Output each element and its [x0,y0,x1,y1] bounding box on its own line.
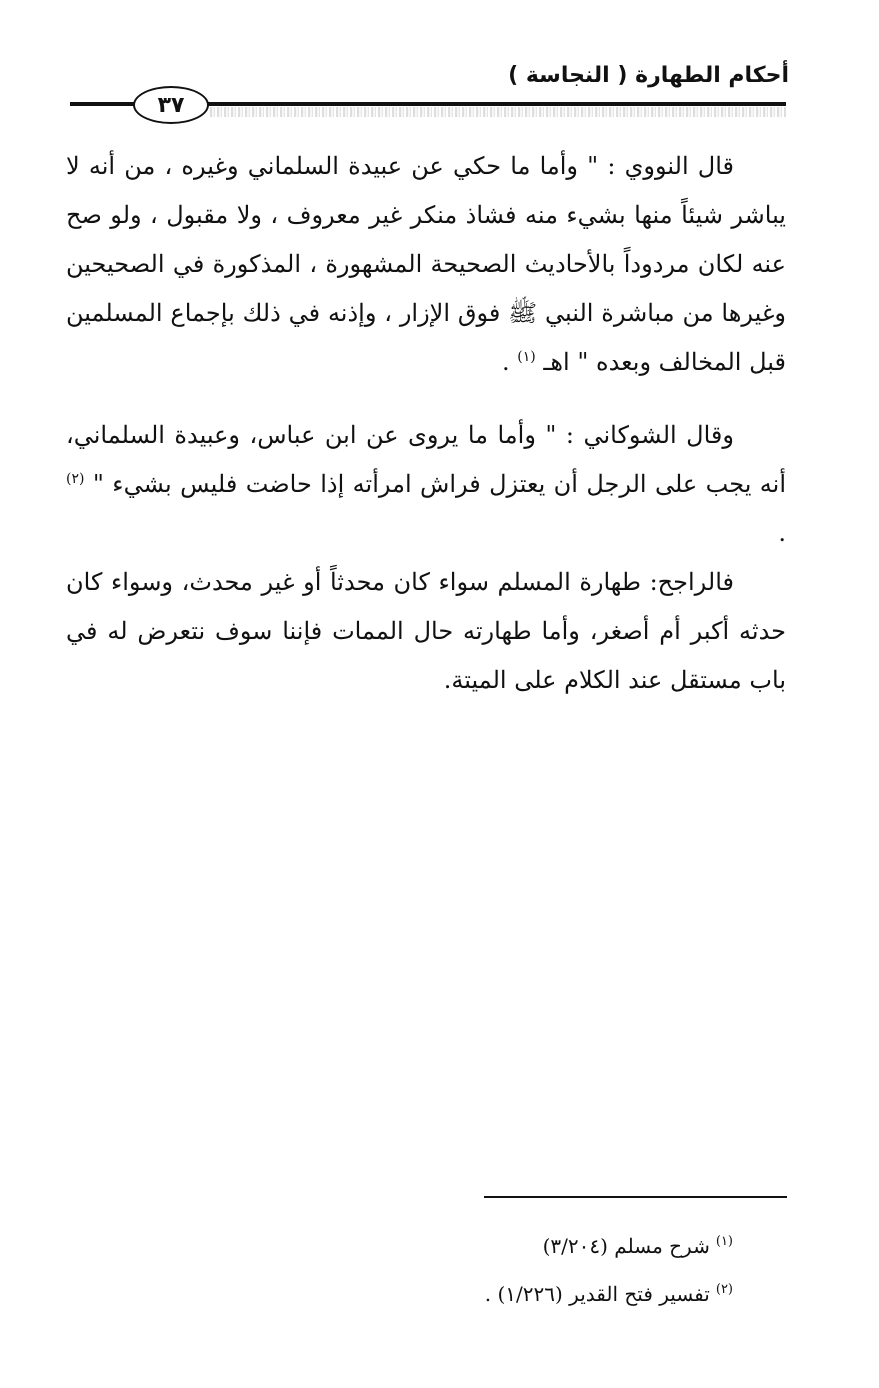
paragraph-text: وقال الشوكاني : " وأما ما يروى عن ابن عباس، وعبيدة السلماني، أنه يجب على الرجل أن يعتزل فراش امرأته إذا حاضت فليس بشيء " [66,421,786,498]
footnote-text: شرح مسلم (٣/٢٠٤) [542,1234,710,1258]
paragraph-text: قال النووي : " وأما ما حكي عن عبيدة السلماني وغيره ، من أنه لا يباشر شيئاً منها بشيء منه فشاذ منكر غير معروف ، ولا مقبول ، ولو صح عنه لكان مردوداً بالأحاديث الصحيحة المشهورة ، المذكورة في الصحيحين وغيرها من مباشرة النبي ﷺ فوق الإزار ، وإذنه في ذلك بإجماع المسلمين قبل المخالف وبعده " اهـ [66,152,786,376]
running-title: أحكام الطهارة ( النجاسة ) [508,63,789,88]
footnote-marker: (١) [715,1234,733,1250]
paragraph-shawkani-quote [66,411,786,558]
footnote-item [485,1222,733,1270]
footnote-item [485,1270,733,1318]
header-rule-shading [210,107,786,117]
page-number-badge [133,86,209,124]
footnote-reference: (١) [517,349,536,365]
footnotes [485,1222,733,1318]
footnote-marker: (٢) [715,1282,733,1298]
paragraph-tail: . [501,348,518,376]
footnote-text: تفسير فتح القدير (١/٢٢٦) . [484,1282,710,1306]
footnote-separator [484,1196,787,1198]
paragraph-conclusion [66,558,786,705]
footnote-reference: (٢) [66,471,85,487]
body-text [66,142,786,725]
paragraph-tail: . [778,519,786,547]
paragraph-nawawi-quote [66,142,786,387]
page-number: ٣٧ [157,92,185,118]
paragraph-text: فالراجح: طهارة المسلم سواء كان محدثاً أو غير محدث، وسواء كان حدثه أكبر أم أصغر، وأما طهارته حال الممات فإننا سوف نتعرض له في باب مستقل عند الكلام على الميتة. [66,568,786,694]
